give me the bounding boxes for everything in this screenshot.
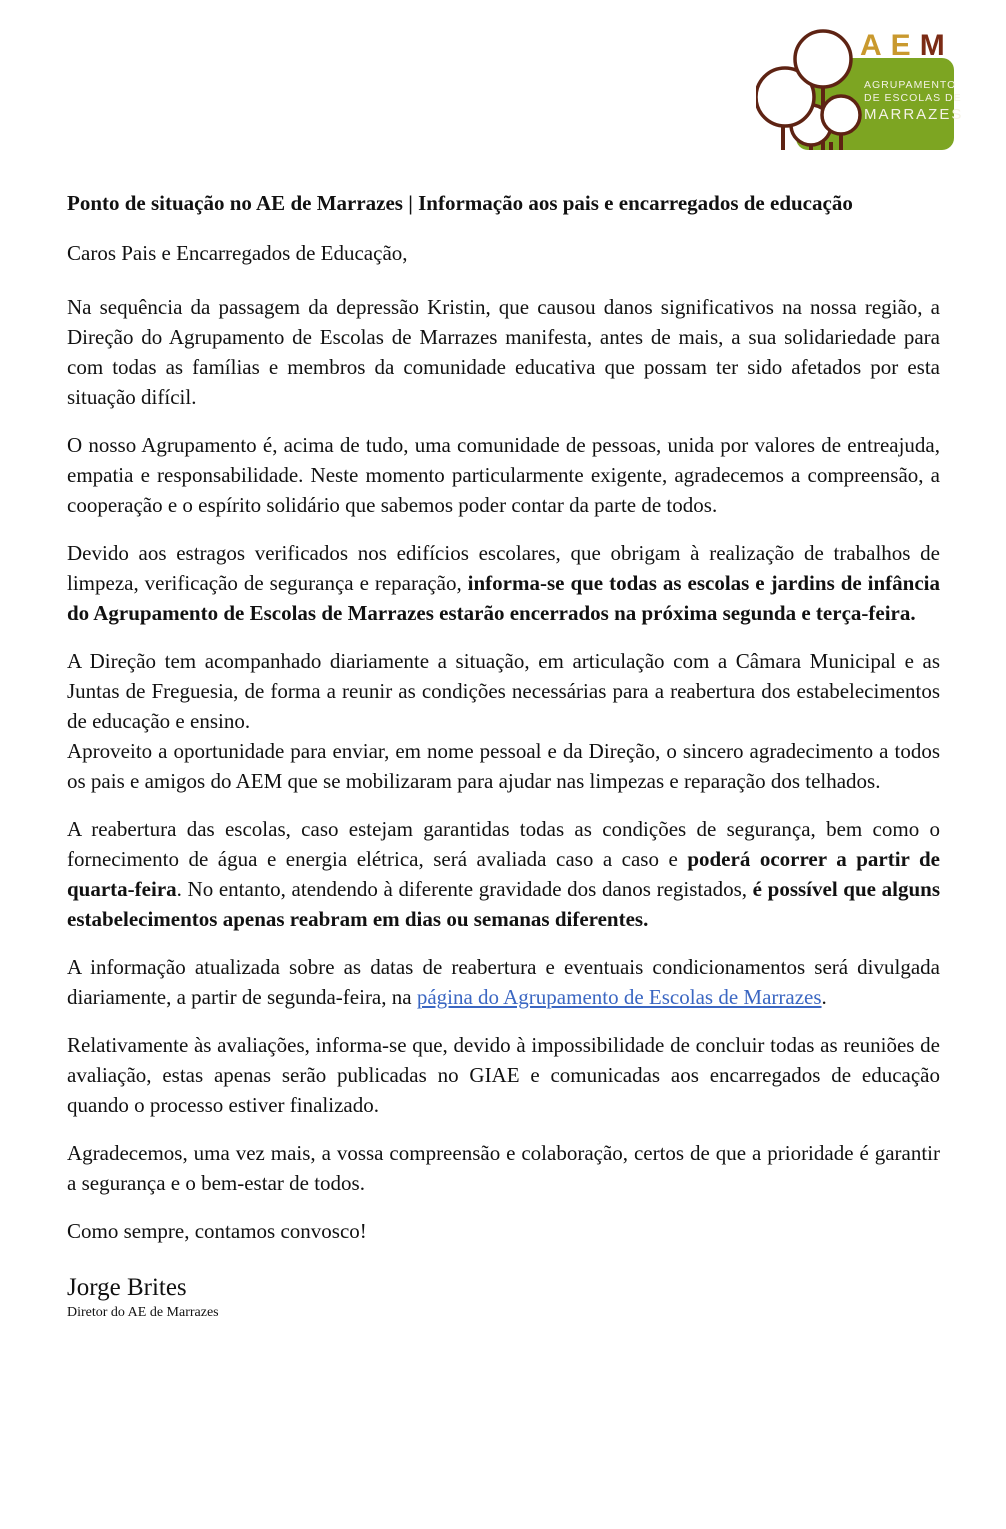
letter-body xyxy=(67,188,940,1322)
paragraph-reopening xyxy=(67,814,940,934)
closing-line: Como sempre, contamos convosco! xyxy=(67,1219,367,1243)
bold-staggered-reopening: é possível que alguns estabelecimentos apenas reabram em dias ou semanas diferentes. xyxy=(67,877,940,931)
logo-org-line2: DE ESCOLAS DE xyxy=(864,92,962,104)
paragraph-updates xyxy=(67,952,940,1012)
signature-name: Jorge Brites xyxy=(67,1274,187,1301)
school-website-link[interactable]: página do Agrupamento de Escolas de Marrazes xyxy=(416,985,822,1009)
paragraph-text: Devido aos estragos verificados nos edifícios escolares, que obrigam à realização de trabalhos de limpeza, verificação de segurança e reparação, xyxy=(67,541,940,595)
logo-acronym-ae: AE xyxy=(860,29,920,62)
logo-acronym-m: M xyxy=(919,29,954,62)
paragraph-text: A Direção tem acompanhado diariamente a situação, em articulação com a Câmara Municipal e as Juntas de Freguesia, de forma a reunir as condições necessárias para a reabertura dos estabelecimentos de educação e ensino. xyxy=(67,649,940,733)
paragraph-text: A reabertura das escolas, caso estejam garantidas todas as condições de segurança, bem como o fornecimento de água e energia elétrica, será avaliada caso a caso e xyxy=(67,817,940,871)
paragraph-text: Aproveito a oportunidade para enviar, em nome pessoal e da Direção, o sincero agradecimento a todos os pais e amigos do AEM que se mobilizaram para ajudar nas limpezas e reparação dos telhados. xyxy=(67,739,940,793)
paragraph-coordination xyxy=(67,646,940,736)
logo-org-line1: AGRUPAMENTO xyxy=(864,79,957,91)
paragraph-closure-notice xyxy=(67,538,940,628)
paragraph-text: . xyxy=(821,985,827,1009)
page-title: Ponto de situação no AE de Marrazes | Informação aos pais e encarregados de educação xyxy=(67,191,853,215)
logo-org-line3: MARRAZES xyxy=(864,106,964,123)
paragraph-text: A informação atualizada sobre as datas de reabertura e eventuais condicionamentos será divulgada diariamente, a partir de segunda-feira, na xyxy=(67,955,940,1009)
paragraph-evaluations xyxy=(67,1030,940,1120)
bold-closure-statement: informa-se que todas as escolas e jardins de infância do Agrupamento de Escolas de Marrazes estarão encerrados na próxima segunda e terça-feira. xyxy=(67,571,941,625)
signature-role: Diretor do AE de Marrazes xyxy=(67,1305,219,1320)
salutation: Caros Pais e Encarregados de Educação, xyxy=(67,241,408,265)
paragraph-gratitude xyxy=(67,1138,940,1198)
paragraph-intro xyxy=(67,292,940,412)
bold-reopening-date: poderá ocorrer a partir de quarta-feira xyxy=(67,847,940,901)
paragraph-text: Agradecemos, uma vez mais, a vossa compreensão e colaboração, certos de que a prioridade é garantir a segurança e o bem-estar de todos. xyxy=(67,1141,940,1195)
paragraph-text: Relativamente às avaliações, informa-se que, devido à impossibilidade de concluir todas as reuniões de avaliação, estas apenas serão publicadas no GIAE e comunicadas aos encarregados de educação quando o processo estiver finalizado. xyxy=(67,1033,940,1117)
school-logo xyxy=(756,22,970,154)
paragraph-text: . No entanto, atendendo à diferente gravidade dos danos registados, xyxy=(176,877,753,901)
logo-acronym xyxy=(860,29,954,62)
paragraph-community xyxy=(67,430,940,520)
paragraph-text: Na sequência da passagem da depressão Kristin, que causou danos significativos na nossa região, a Direção do Agrupamento de Escolas de Marrazes manifesta, antes de mais, a sua solidariedade para com todas as famílias e membros da comunidade educativa que possam ter sido afetados por esta situação difícil. xyxy=(67,295,940,409)
paragraph-text: O nosso Agrupamento é, acima de tudo, uma comunidade de pessoas, unida por valores de entreajuda, empatia e responsabilidade. Neste momento particularmente exigente, agradecemos a compreensão, a cooperação e o espírito solidário que sabemos poder contar da parte de todos. xyxy=(67,433,940,517)
paragraph-thanks-helpers xyxy=(67,736,940,796)
